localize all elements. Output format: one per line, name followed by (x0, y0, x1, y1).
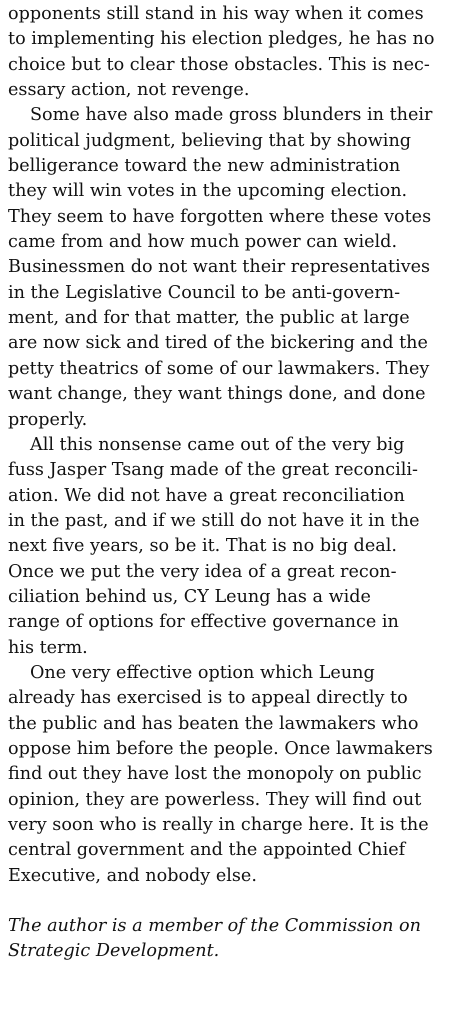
article-body (8, 2, 452, 965)
article-paragraph: All this nonsense came out of the very big fuss Jasper Tsang made of the great reconcili- ation. We did not have a great reconciliation in the past, and if we still do not have it in the next five years, so be it. That is no big deal. Once we put the very idea of a great recon- ciliation behind us, CY Leung has a wide range of options for effective governance in his term. (8, 434, 420, 658)
article-paragraph: One very effective option which Leung already has exercised is to appeal directly to the public and has beaten the lawmakers who oppose him before the people. Once lawmakers find out they have lost the monopoly on public opinion, they are powerless. They will find out very soon who is really in charge here. It is the central government and the appointed Chief Executive, and nobody else. (8, 662, 433, 886)
author-byline: The author is a member of the Commission on Strategic Development. (8, 916, 421, 962)
article-paragraph: Some have also made gross blunders in their political judgment, believing that by showing belligerance toward the new administration they will win votes in the upcoming election. They seem to have forgotten where these votes came from and how much power can wield. Businessmen do not want their representatives in the Legislative Council to be anti-govern- ment, and for that matter, the public at large are now sick and tired of the bickering and the petty theatrics of some of our lawmakers. They want change, they want things done, and done properly. (8, 105, 433, 430)
article-paragraph: opponents still stand in his way when it comes to implementing his election pledges, he has no choice but to clear those obstacles. This is nec- essary action, not revenge. (8, 4, 435, 101)
